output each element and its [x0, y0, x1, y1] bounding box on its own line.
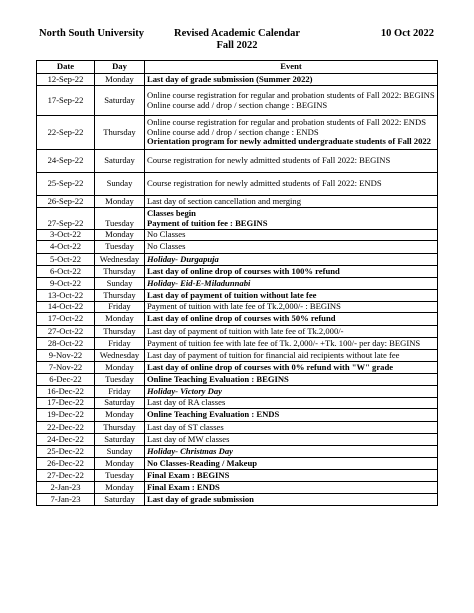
cell-day: Monday — [95, 230, 145, 241]
cell-date: 17-Oct-22 — [37, 313, 95, 326]
event-text: Holiday- Victory Day — [147, 385, 222, 396]
cell-date: 27-Dec-22 — [37, 470, 95, 482]
cell-day: Wednesday — [95, 350, 145, 362]
table-row — [37, 208, 438, 230]
event-text: Final Exam : ENDS — [147, 481, 220, 492]
cell-date: 2-Jan-23 — [37, 482, 95, 494]
event-text: Payment of tuition fee : BEGINS — [147, 217, 268, 228]
table-row — [37, 290, 438, 302]
calendar-body — [37, 74, 438, 506]
cell-date: 22-Dec-22 — [37, 422, 95, 434]
table-row — [37, 150, 438, 173]
cell-day: Monday — [95, 458, 145, 470]
cell-date: 26-Dec-22 — [37, 458, 95, 470]
cell-date: 9-Nov-22 — [37, 350, 95, 362]
cell-event — [145, 470, 438, 482]
cell-day: Saturday — [95, 86, 145, 116]
university-name: North South University — [39, 28, 145, 39]
cell-day: Monday — [95, 196, 145, 208]
event-text: Course registration for newly admitted students of Fall 2022: ENDS — [147, 178, 382, 189]
event-text: Last day of MW classes — [147, 433, 230, 444]
cell-date: 19-Dec-22 — [37, 409, 95, 422]
cell-date: 7-Nov-22 — [37, 362, 95, 374]
cell-event — [145, 409, 438, 422]
cell-event — [145, 266, 438, 278]
table-row — [37, 494, 438, 506]
cell-day: Friday — [95, 386, 145, 398]
event-text: Orientation program for newly admitted undergraduate students of Fall 2022 — [147, 136, 431, 147]
column-header-day: Day — [95, 61, 145, 74]
cell-date: 4-Oct-22 — [37, 241, 95, 254]
table-row — [37, 409, 438, 422]
event-text: No Classes — [147, 229, 186, 240]
cell-day: Tuesday — [95, 470, 145, 482]
cell-event — [145, 458, 438, 470]
event-text: Payment of tuition with late fee of Tk.2,000/- : BEGINS — [147, 301, 341, 312]
cell-date: 24-Sep-22 — [37, 150, 95, 173]
event-text: Online Teaching Evaluation : BEGINS — [147, 373, 289, 384]
cell-day: Saturday — [95, 494, 145, 506]
cell-day: Thursday — [95, 326, 145, 338]
cell-day: Sunday — [95, 173, 145, 196]
table-row — [37, 74, 438, 86]
calendar-table — [36, 60, 438, 506]
cell-date: 16-Dec-22 — [37, 386, 95, 398]
table-row — [37, 422, 438, 434]
cell-date: 12-Sep-22 — [37, 74, 95, 86]
cell-day: Monday — [95, 313, 145, 326]
cell-event — [145, 290, 438, 302]
event-text: Last day of ST classes — [147, 421, 224, 432]
table-row — [37, 230, 438, 241]
event-text: Last day of section cancellation and merging — [147, 195, 301, 206]
table-row — [37, 458, 438, 470]
table-row — [37, 278, 438, 290]
table-row — [37, 398, 438, 409]
cell-day: Saturday — [95, 434, 145, 446]
cell-event — [145, 278, 438, 290]
cell-date: 17-Sep-22 — [37, 86, 95, 116]
cell-event — [145, 350, 438, 362]
table-row — [37, 482, 438, 494]
cell-date: 17-Dec-22 — [37, 398, 95, 409]
event-text: Holiday- Eid-E-Miladunnabi — [147, 277, 251, 288]
table-row — [37, 241, 438, 254]
table-row — [37, 446, 438, 458]
cell-day: Sunday — [95, 278, 145, 290]
table-row — [37, 313, 438, 326]
cell-day: Tuesday — [95, 241, 145, 254]
cell-event — [145, 494, 438, 506]
cell-day: Thursday — [95, 290, 145, 302]
calendar-date: 10 Oct 2022 — [380, 28, 434, 39]
cell-date: 27-Oct-22 — [37, 326, 95, 338]
table-row — [37, 116, 438, 150]
cell-date: 28-Oct-22 — [37, 338, 95, 350]
cell-day: Monday — [95, 409, 145, 422]
cell-event — [145, 173, 438, 196]
event-text: Last day of online drop of courses with 50% refund — [147, 313, 336, 324]
cell-event — [145, 434, 438, 446]
table-row — [37, 350, 438, 362]
page-header — [0, 28, 474, 56]
cell-event — [145, 326, 438, 338]
cell-event — [145, 74, 438, 86]
event-text: Online Teaching Evaluation : ENDS — [147, 409, 280, 420]
cell-event — [145, 446, 438, 458]
cell-event — [145, 254, 438, 266]
event-text: Online course registration for regular and probation students of Fall 2022: ENDS — [147, 117, 426, 128]
cell-day: Friday — [95, 338, 145, 350]
cell-day: Tuesday — [95, 208, 145, 230]
column-header-event: Event — [145, 61, 438, 74]
cell-day: Monday — [95, 482, 145, 494]
table-row — [37, 196, 438, 208]
cell-date: 22-Sep-22 — [37, 116, 95, 150]
event-text: Online course registration for regular and probation students of Fall 2022: BEGINS — [147, 89, 435, 100]
cell-event — [145, 150, 438, 173]
event-text: Final Exam : BEGINS — [147, 469, 230, 480]
table-header-row — [37, 61, 438, 74]
cell-event — [145, 362, 438, 374]
event-text: Last day of RA classes — [147, 397, 226, 408]
cell-date: 14-Oct-22 — [37, 302, 95, 313]
event-text: Holiday- Christmas Day — [147, 445, 233, 456]
cell-event — [145, 116, 438, 150]
cell-day: Saturday — [95, 150, 145, 173]
cell-event — [145, 302, 438, 313]
cell-event — [145, 313, 438, 326]
table-row — [37, 434, 438, 446]
cell-date: 24-Dec-22 — [37, 434, 95, 446]
table-row — [37, 254, 438, 266]
cell-event — [145, 86, 438, 116]
cell-event — [145, 386, 438, 398]
event-text: Last day of grade submission — [147, 493, 254, 504]
cell-date: 25-Dec-22 — [37, 446, 95, 458]
cell-event — [145, 230, 438, 241]
cell-date: 9-Oct-22 — [37, 278, 95, 290]
cell-day: Monday — [95, 362, 145, 374]
cell-date: 5-Oct-22 — [37, 254, 95, 266]
cell-event — [145, 482, 438, 494]
event-text: No Classes — [147, 241, 186, 252]
cell-event — [145, 196, 438, 208]
cell-date: 6-Dec-22 — [37, 374, 95, 386]
cell-event — [145, 208, 438, 230]
table-row — [37, 173, 438, 196]
event-text: Holiday- Durgapuja — [147, 253, 219, 264]
table-row — [37, 338, 438, 350]
cell-day: Sunday — [95, 446, 145, 458]
table-row — [37, 326, 438, 338]
table-row — [37, 470, 438, 482]
event-text: Last day of grade submission (Summer 2022) — [147, 73, 313, 84]
cell-event — [145, 374, 438, 386]
cell-day: Saturday — [95, 398, 145, 409]
cell-date: 27-Sep-22 — [37, 208, 95, 230]
event-text: Last day of payment of tuition with late fee of Tk.2,000/- — [147, 325, 344, 336]
event-text: No Classes-Reading / Makeup — [147, 457, 258, 468]
title-line-2: Fall 2022 — [216, 40, 258, 51]
cell-day: Thursday — [95, 422, 145, 434]
cell-date: 6-Oct-22 — [37, 266, 95, 278]
cell-day: Thursday — [95, 116, 145, 150]
event-text: Last day of payment of tuition without late fee — [147, 289, 317, 300]
event-text: Payment of tuition fee with late fee of Tk. 2,000/- +Tk. 100/- per day: BEGINS — [147, 337, 421, 348]
event-text: Online course add / drop / section change : BEGINS — [147, 99, 328, 110]
cell-day: Wednesday — [95, 254, 145, 266]
cell-day: Thursday — [95, 266, 145, 278]
event-text: Online course add / drop / section change : ENDS — [147, 126, 319, 137]
cell-event — [145, 338, 438, 350]
table-row — [37, 86, 438, 116]
table-row — [37, 302, 438, 313]
cell-date: 7-Jan-23 — [37, 494, 95, 506]
event-text: Last day of online drop of courses with 100% refund — [147, 265, 340, 276]
event-text: Course registration for newly admitted students of Fall 2022: BEGINS — [147, 155, 391, 166]
table-row — [37, 362, 438, 374]
cell-day: Tuesday — [95, 374, 145, 386]
cell-event — [145, 422, 438, 434]
table-row — [37, 266, 438, 278]
cell-day: Monday — [95, 74, 145, 86]
event-text: Last day of payment of tuition for financial aid recipients without late fee — [147, 349, 400, 360]
cell-event — [145, 398, 438, 409]
cell-date: 25-Sep-22 — [37, 173, 95, 196]
cell-day: Friday — [95, 302, 145, 313]
cell-date: 3-Oct-22 — [37, 230, 95, 241]
title-line-1: Revised Academic Calendar — [174, 28, 300, 39]
event-text: Last day of online drop of courses with 0% refund with "W" grade — [147, 361, 394, 372]
table-row — [37, 374, 438, 386]
table-row — [37, 386, 438, 398]
column-header-date: Date — [37, 61, 95, 74]
cell-event — [145, 241, 438, 254]
cell-date: 13-Oct-22 — [37, 290, 95, 302]
event-text: Classes begin — [147, 207, 196, 218]
cell-date: 26-Sep-22 — [37, 196, 95, 208]
